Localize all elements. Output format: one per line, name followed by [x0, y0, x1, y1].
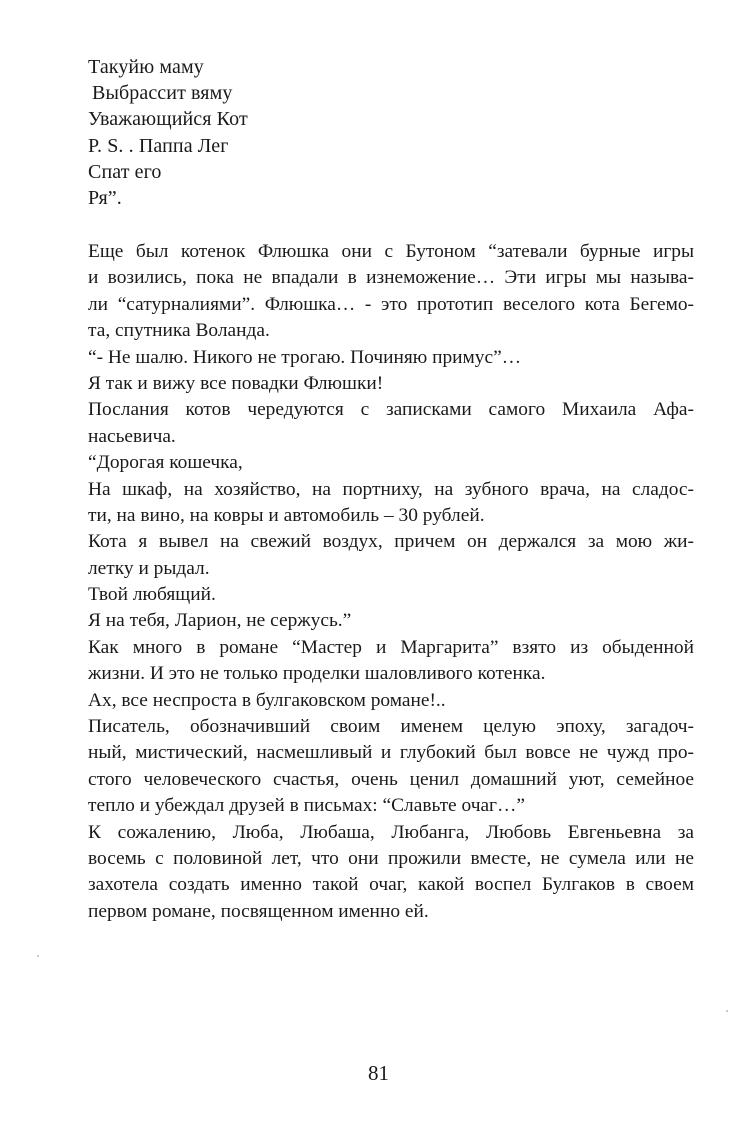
text-line: Кота я вывел на свежий воздух, причем он держался за мою жи-	[88, 531, 694, 553]
paragraph	[88, 820, 694, 926]
text-line: ти, на вино, на ковры и автомобиль – 30 рублей.	[88, 504, 485, 526]
body-text	[88, 239, 694, 925]
text-line: “Дорогая кошечка,	[88, 452, 243, 474]
paragraph	[88, 688, 694, 714]
page-number: 81	[368, 1061, 389, 1085]
letter-line: Спат его	[88, 160, 162, 183]
paragraph	[88, 397, 694, 450]
paragraph	[88, 477, 694, 530]
paragraph	[88, 345, 694, 371]
scan-speck	[37, 955, 39, 957]
letter-line: P. S. . Паппа Лег	[88, 134, 229, 157]
text-line: Как много в романе “Мастер и Маргарита” взято из обыденной	[88, 636, 694, 658]
text-line: летку и рыдал.	[88, 557, 210, 579]
text-line: Еще был котенок Флюшка они с Бутоном “затевали бурные игры	[88, 241, 694, 262]
text-line: тепло и убеждал друзей в письмах: “Славьте очаг…”	[88, 795, 526, 817]
text-line: К сожалению, Люба, Любаша, Любанга, Любовь Евгеньевна за	[88, 821, 694, 843]
cat-letter-signature-block	[88, 54, 488, 211]
scan-speck	[726, 1010, 728, 1012]
paragraph	[88, 635, 694, 688]
paragraph	[88, 529, 694, 582]
text-line: “- Не шалю. Никого не трогаю. Починяю примус”…	[88, 346, 522, 368]
text-line: захотела создать именно такой очаг, какой воспел Булгаков в своем	[88, 874, 694, 896]
paragraph	[88, 371, 694, 397]
text-line: стого человеческого счастья, очень ценил домашний уют, семейное	[88, 768, 694, 790]
paragraph	[88, 582, 694, 608]
text-line: Я так и вижу все повадки Флюшки!	[88, 372, 384, 394]
paragraph	[88, 608, 694, 634]
letter-line: Ря”.	[88, 186, 122, 209]
text-line: Твой любящий.	[88, 584, 216, 606]
text-line: и возились, пока не впадали в изнеможение… Эти игры мы называ-	[88, 267, 694, 289]
letter-line: Выбрассит вяму	[92, 82, 233, 105]
letter-line: Уважающийся Кот	[88, 108, 248, 131]
letter-line: Такуйю маму	[88, 56, 204, 78]
paragraph	[88, 714, 694, 820]
text-line: первом романе, посвященном именно ей.	[88, 900, 429, 922]
text-line: ный, мистический, насмешливый и глубокий был вовсе не чужд про-	[88, 742, 694, 764]
paragraph	[88, 239, 694, 345]
text-line: жизни. И это не только проделки шаловливого котенка.	[88, 663, 546, 685]
text-line: На шкаф, на хозяйство, на портниху, на зубного врача, на сладос-	[88, 478, 694, 500]
text-line: насьевича.	[88, 425, 176, 447]
text-line: ли “сатурналиями”. Флюшка… - это прототип веселого кота Бегемо-	[88, 293, 694, 315]
text-line: Я на тебя, Ларион, не сержусь.”	[88, 610, 352, 632]
text-line: восемь с половиной лет, что они прожили вместе, не сумела или не	[88, 847, 694, 869]
text-line: та, спутника Воланда.	[88, 320, 270, 342]
text-line: Послания котов чередуются с записками самого Михаила Афа-	[88, 399, 694, 421]
text-line: Писатель, обозначивший своим именем целую эпоху, загадоч-	[88, 716, 694, 738]
paragraph	[88, 450, 694, 476]
text-line: Ах, все неспроста в булгаковском романе!..	[88, 689, 446, 711]
